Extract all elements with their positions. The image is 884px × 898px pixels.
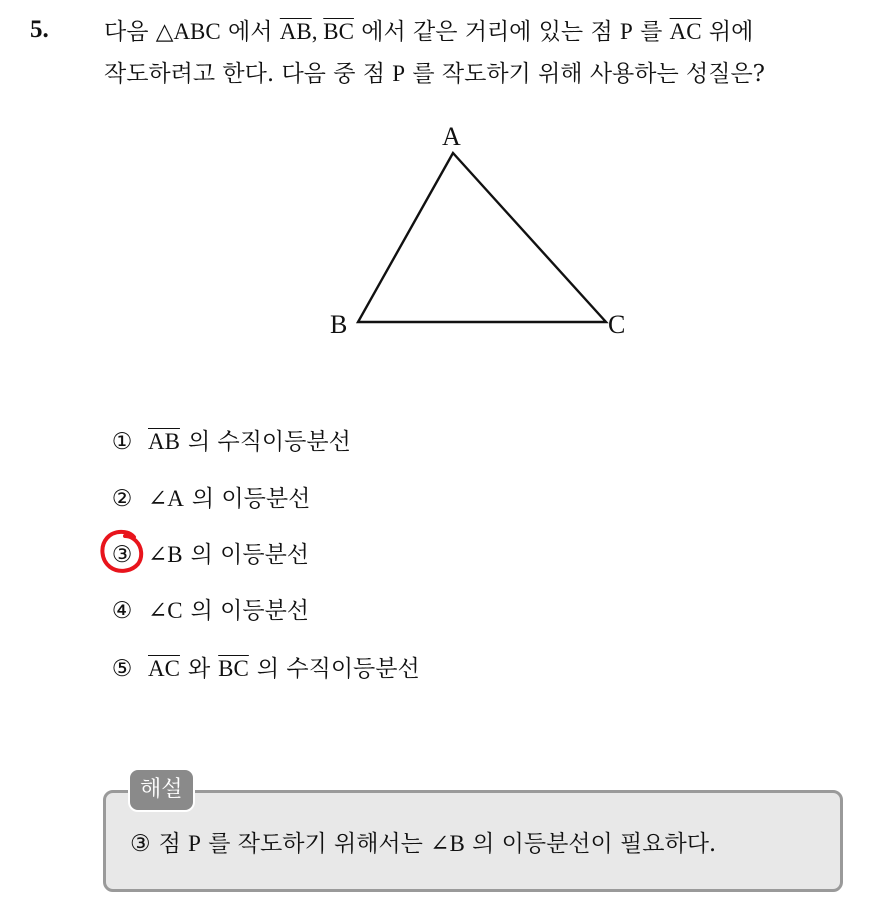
choice-1[interactable] xyxy=(108,427,351,457)
explanation-mark: ③ xyxy=(130,831,151,857)
explanation-part: 의 이등분선이 필요하다. xyxy=(464,831,717,857)
choice-text: 의 이등분선 xyxy=(191,486,311,512)
triangle-abc-shape xyxy=(358,153,606,322)
choice-number-5: ⑤ xyxy=(111,656,133,682)
comma: , xyxy=(311,19,324,44)
angle-c: ∠C xyxy=(148,598,183,623)
question-text: 다음 xyxy=(104,19,156,45)
choice-number-1: ① xyxy=(111,429,133,455)
point-p: P xyxy=(619,19,633,44)
question-line-2 xyxy=(104,59,765,89)
choice-number-3: ③ xyxy=(111,542,133,568)
choice-text: 의 이등분선 xyxy=(190,598,310,624)
segment-bc: $\overline{BC}$ xyxy=(323,19,354,44)
explanation-part: 를 작도하기 위해서는 xyxy=(200,831,431,857)
choice-4[interactable] xyxy=(108,596,309,626)
choice-text: 의 수직이등분선 xyxy=(187,429,351,455)
selected-answer-circle-icon xyxy=(98,527,148,577)
point-p: P xyxy=(188,831,201,856)
choice-number-4: ④ xyxy=(111,598,133,624)
choice-conjunction: 와 xyxy=(187,656,211,682)
segment-ac: $\overline{AC}$ xyxy=(669,19,702,44)
question-text: 를 작도하기 위해 사용하는 성질은? xyxy=(405,61,766,87)
vertex-label-a: A xyxy=(442,122,461,151)
triangle-abc: △ABC xyxy=(155,19,221,44)
explanation-text xyxy=(130,829,716,859)
question-text: 에서 xyxy=(220,19,280,45)
segment-ab: $\overline{AB}$ xyxy=(148,429,180,454)
choice-text: 의 수직이등분선 xyxy=(256,656,420,682)
choice-number-2: ② xyxy=(111,486,133,512)
choice-2[interactable] xyxy=(108,484,310,514)
question-line-1 xyxy=(104,17,753,47)
segment-ab: $\overline{AB}$ xyxy=(279,19,312,44)
point-p: P xyxy=(392,61,406,86)
question-number: 5. xyxy=(30,16,49,43)
vertex-label-c: C xyxy=(608,310,626,339)
angle-b: ∠B xyxy=(148,542,183,567)
question-text: 작도하려고 한다. 다음 중 점 xyxy=(104,61,393,87)
angle-b: ∠B xyxy=(430,831,465,856)
triangle-figure xyxy=(320,115,640,345)
vertex-label-b: B xyxy=(330,310,348,339)
question-text: 에서 같은 거리에 있는 점 xyxy=(353,19,620,45)
angle-a: ∠A xyxy=(148,486,184,511)
question-text: 위에 xyxy=(701,19,754,45)
segment-ac: $\overline{AC}$ xyxy=(148,656,180,681)
explanation-tag: 해설 xyxy=(128,768,195,812)
segment-bc: $\overline{BC}$ xyxy=(218,656,249,681)
choice-5[interactable] xyxy=(108,654,420,684)
explanation-part: 점 xyxy=(158,831,189,857)
choice-text: 의 이등분선 xyxy=(190,542,310,568)
question-text: 를 xyxy=(632,19,670,45)
